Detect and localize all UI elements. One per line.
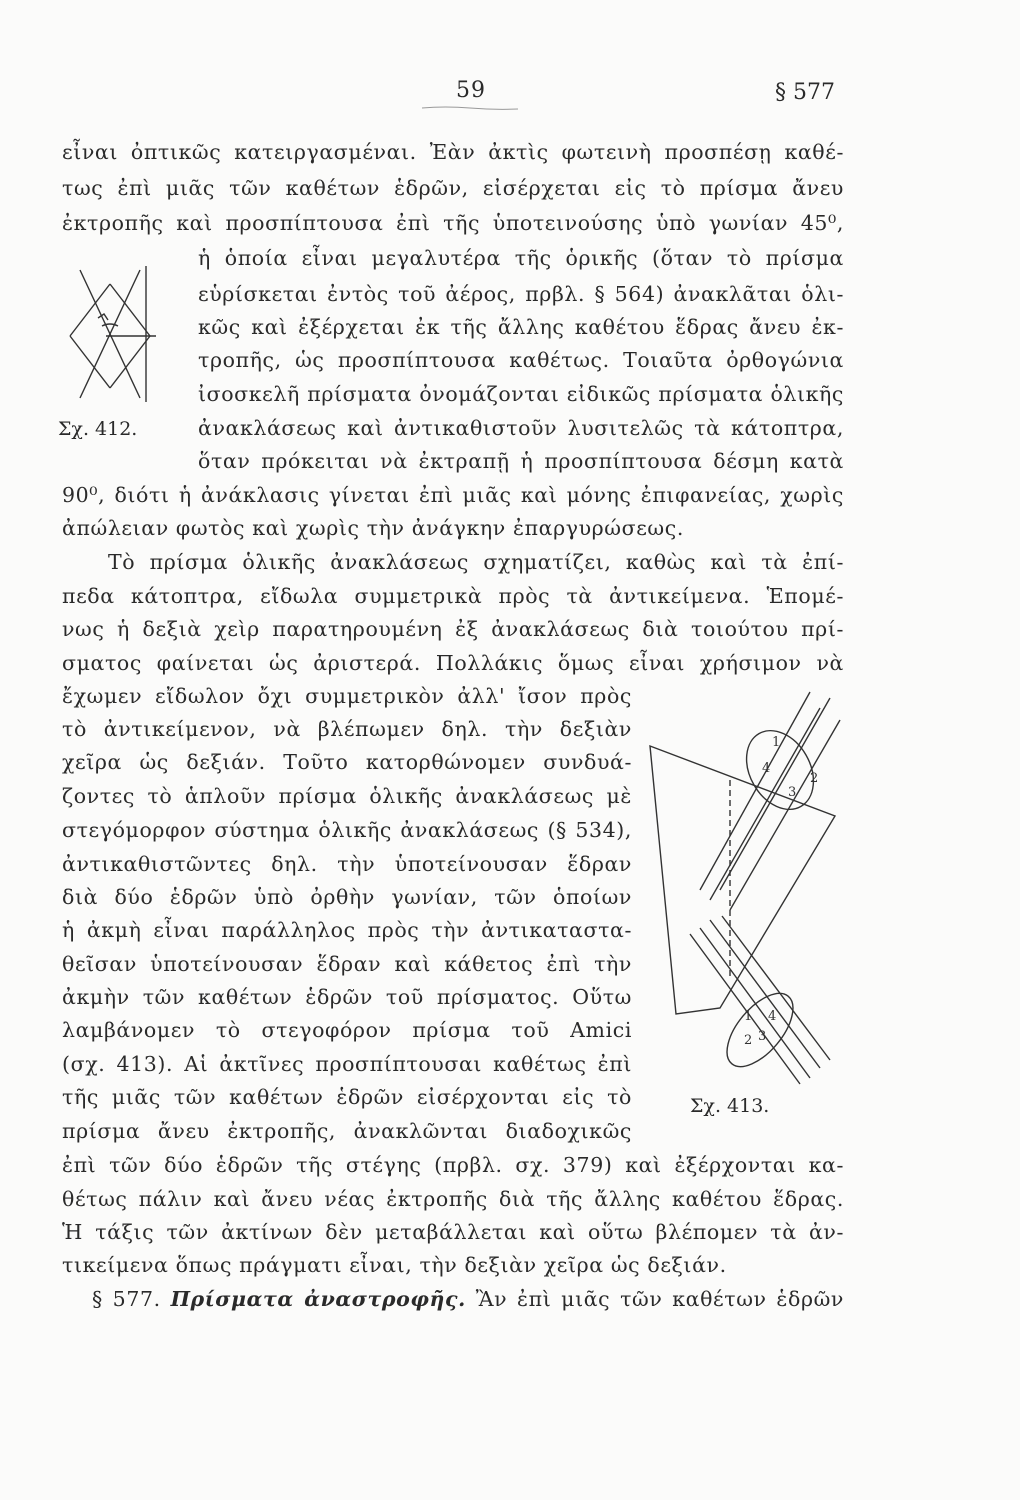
text-line: ἔχωμεν εἴδωλον ὄχι συμμετρικὸν ἀλλ' ἴσον πρὸς — [62, 684, 632, 708]
text-line: τὸ ἀντικείμενον, νὰ βλέπωμεν δηλ. τὴν δεξιὰν — [62, 717, 632, 741]
text-line: ἐπὶ τῶν δύο ἑδρῶν τῆς στέγης (πρβλ. σχ. 379) καὶ ἐξέρχονται κα- — [62, 1153, 844, 1177]
text-line: (σχ. 413). Αἱ ἀκτῖνες προσπίπτουσαι καθέτως ἐπὶ — [62, 1052, 632, 1076]
text-line: χεῖρα ὡς δεξιάν. Τοῦτο κατορθώνομεν συνδυά- — [62, 750, 632, 774]
text-line: ζοντες τὸ ἁπλοῦν πρίσμα ὁλικῆς ἀνακλάσεως μὲ — [62, 784, 632, 808]
text-line: ἰσοσκελῆ πρίσματα ὀνομάζονται εἰδικῶς πρίσματα ὁλικῆς — [198, 382, 844, 406]
svg-text:1: 1 — [772, 735, 781, 750]
text-line: τῆς μιᾶς τῶν καθέτων ἑδρῶν εἰσέρχονται εἰς τὸ — [62, 1085, 632, 1109]
text-line: Ἡ τάξις τῶν ἀκτίνων δὲν μεταβάλλεται καὶ οὕτω βλέπομεν τὰ ἀν- — [62, 1220, 844, 1244]
text-line: Τὸ πρίσμα ὁλικῆς ἀνακλάσεως σχηματίζει, καθὼς καὶ τὰ ἐπί- — [108, 550, 844, 574]
text-line: εὑρίσκεται ἐντὸς τοῦ ἀέρος, πρβλ. § 564) ἀνακλᾶται ὁλι- — [198, 282, 844, 306]
text-line: στεγόμορφον σύστημα ὁλικῆς ἀνακλάσεως (§ 534), — [62, 818, 632, 842]
section-text: Ἂν ἐπὶ μιᾶς τῶν καθέτων ἑδρῶν — [465, 1287, 844, 1311]
section-577-line — [92, 1285, 844, 1313]
text-line: ἀκμὴν τῶν καθέτων ἑδρῶν τοῦ πρίσματος. Οὕτω — [62, 985, 632, 1009]
svg-text:4: 4 — [762, 761, 771, 776]
text-line: εἶναι ὀπτικῶς κατειργασμέναι. Ἐὰν ἀκτὶς φωτεινὴ προσπέσῃ καθέ- — [62, 140, 844, 164]
text-line: σματος φαίνεται ὡς ἀριστερά. Πολλάκις ὅμως εἶναι χρήσιμον νὰ — [62, 651, 844, 675]
text-line: τικείμενα ὅπως πράγματι εἶναι, τὴν δεξιὰν χεῖρα ὡς δεξιάν. — [62, 1253, 727, 1277]
svg-text:3: 3 — [788, 785, 797, 800]
header-rule — [420, 104, 520, 112]
text-line: ἀντικαθιστῶντες δηλ. τὴν ὑποτείνουσαν ἕδραν — [62, 852, 632, 876]
section-header: § 577 — [775, 80, 835, 105]
text-line: ἡ ἀκμὴ εἶναι παράλληλος πρὸς τὴν ἀντικαταστα- — [62, 918, 632, 942]
figure-412-prism-diagram — [58, 262, 158, 410]
text-line: νως ἡ δεξιὰ χεὶρ παρατηρουμένη ἐξ ἀνακλάσεως διὰ τοιούτου πρί- — [62, 617, 844, 641]
text-line: θεῖσαν ὑποτείνουσαν ἕδραν καὶ κάθετος ἐπὶ τὴν — [62, 952, 632, 976]
text-line: διὰ δύο ἑδρῶν ὑπὸ ὀρθὴν γωνίαν, τῶν ὁποίων — [62, 885, 632, 909]
text-line: ὅταν πρόκειται νὰ ἐκτραπῇ ἡ προσπίπτουσα δέσμη κατὰ — [198, 449, 844, 473]
figure-413-amici-prism-diagram — [630, 690, 850, 1090]
text-line: ἀπώλειαν φωτὸς καὶ χωρὶς τὴν ἀνάγκην ἐπαργυρώσεως. — [62, 516, 684, 540]
text-line: 90⁰, διότι ἡ ἀνάκλασις γίνεται ἐπὶ μιᾶς καὶ μόνης ἐπιφανείας, χωρὶς — [62, 483, 844, 507]
section-number: § 577. — [92, 1287, 171, 1311]
svg-text:3: 3 — [758, 1029, 767, 1044]
svg-text:4: 4 — [768, 1009, 777, 1024]
svg-text:2: 2 — [810, 771, 819, 786]
text-line: πρίσμα ἄνευ ἐκτροπῆς, ἀνακλῶνται διαδοχικῶς — [62, 1119, 632, 1143]
text-line: τως ἐπὶ μιᾶς τῶν καθέτων ἑδρῶν, εἰσέρχεται εἰς τὸ πρίσμα ἄνευ — [62, 176, 844, 200]
text-line: θέτως πάλιν καὶ ἄνευ νέας ἐκτροπῆς διὰ τῆς ἄλλης καθέτου ἕδρας. — [62, 1187, 844, 1211]
section-title: Πρίσματα ἀναστροφῆς. — [170, 1287, 466, 1311]
svg-text:2: 2 — [744, 1033, 753, 1048]
text-line: ἐκτροπῆς καὶ προσπίπτουσα ἐπὶ τῆς ὑποτεινούσης ὑπὸ γωνίαν 45⁰, — [62, 211, 844, 235]
text-line: ἀνακλάσεως καὶ ἀντικαθιστοῦν λυσιτελῶς τὰ κάτοπτρα, — [198, 416, 844, 440]
figure-413-caption: Σχ. 413. — [690, 1095, 770, 1117]
figure-412-caption: Σχ. 412. — [58, 418, 138, 440]
text-line: πεδα κάτοπτρα, εἴδωλα συμμετρικὰ πρὸς τὰ ἀντικείμενα. Ἑπομέ- — [62, 584, 844, 608]
text-line: ἡ ὁποία εἶναι μεγαλυτέρα τῆς ὁρικῆς (ὅταν τὸ πρίσμα — [198, 246, 844, 270]
svg-text:1: 1 — [744, 1009, 753, 1024]
text-line: λαμβάνομεν τὸ στεγοφόρον πρίσμα τοῦ Amici — [62, 1018, 632, 1042]
page-number: 59 — [456, 78, 486, 103]
text-line: κῶς καὶ ἐξέρχεται ἐκ τῆς ἄλλης καθέτου ἕδρας ἄνευ ἐκ- — [198, 315, 844, 339]
text-line: τροπῆς, ὡς προσπίπτουσα καθέτως. Τοιαῦτα ὀρθογώνια — [198, 348, 844, 372]
